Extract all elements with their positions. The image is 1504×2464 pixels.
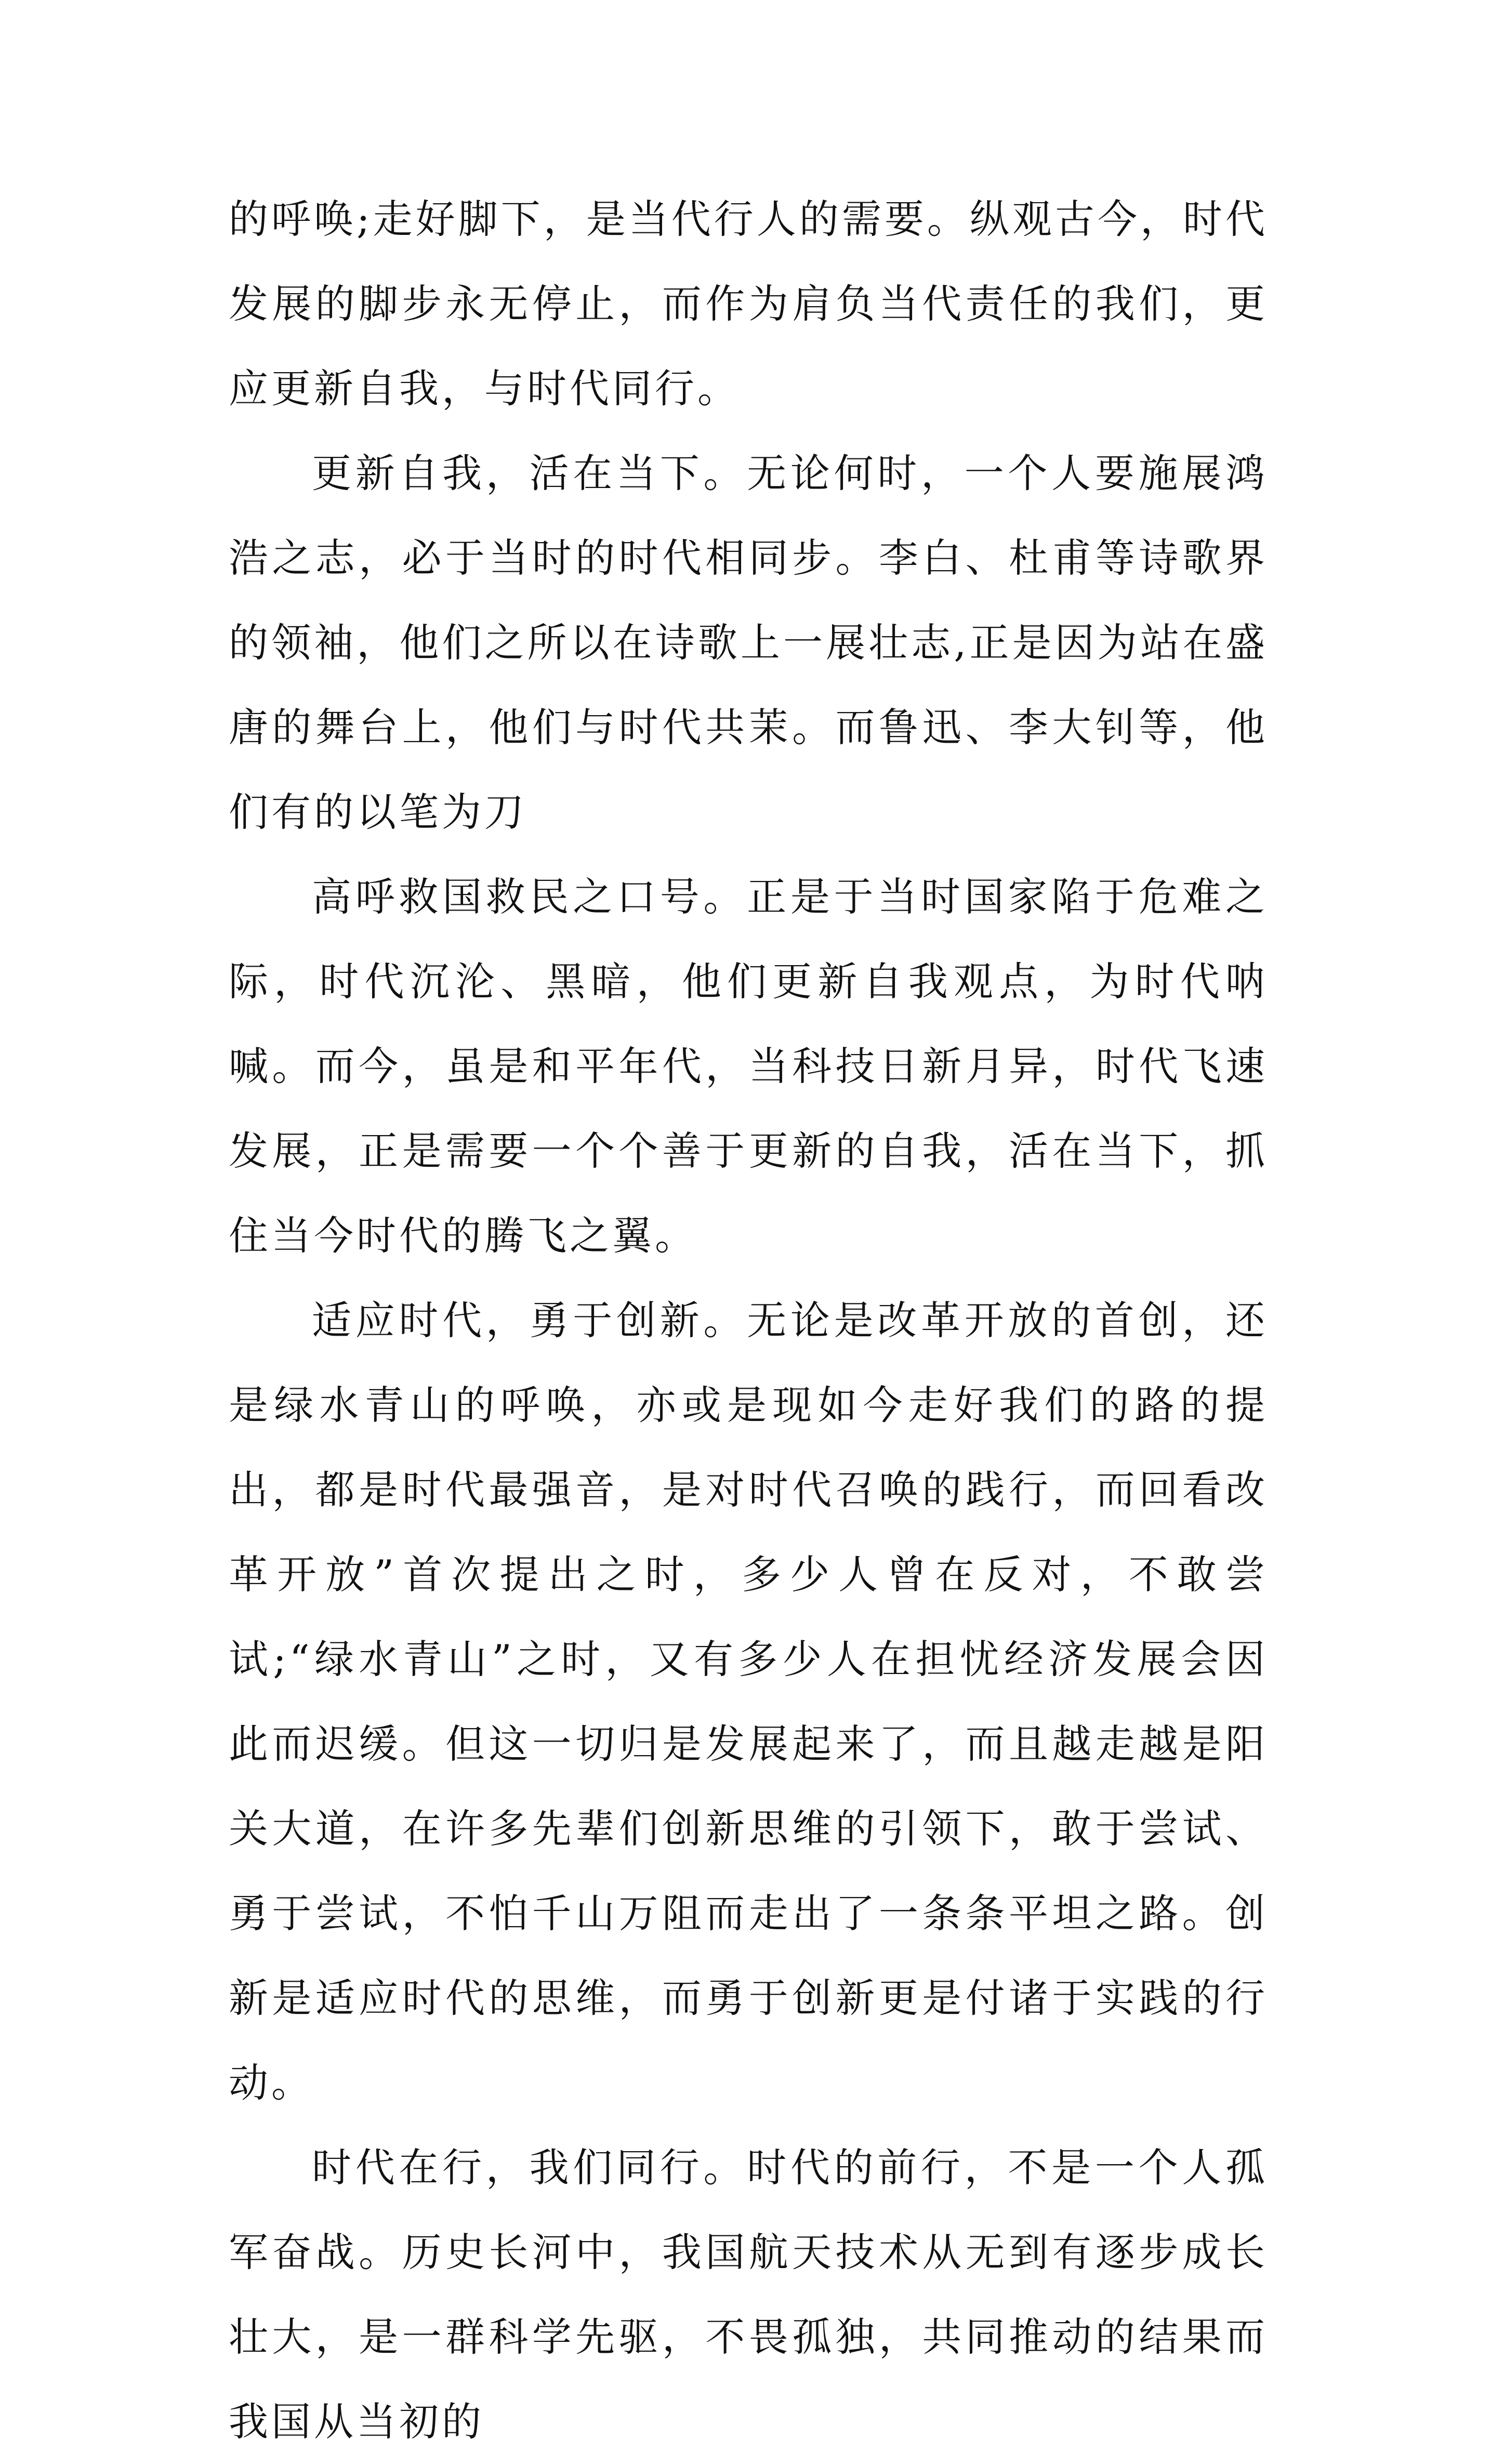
document-body <box>229 177 1268 2464</box>
paragraph: 适应时代，勇于创新。无论是改革开放的首创，还是绿水青山的呼唤，亦或是现如今走好我们的路的提出，都是时代最强音，是对时代召唤的践行，而回看改革开放”首次提出之时，多少人曾在反对，不敢尝试;“绿水青山”之时，又有多少人在担忧经济发展会因此而迟缓。但这一切归是发展起来了，而且越走越是阳关大道，在许多先辈们创新思维的引领下，敢于尝试、勇于尝试，不怕千山万阻而走出了一条条平坦之路。创新是适应时代的思维，而勇于创新更是付诸于实践的行动。 <box>229 1297 1268 2106</box>
paragraph: 时代在行，我们同行。时代的前行，不是一个人孤军奋战。历史长河中，我国航天技术从无到有逐步成长壮大，是一群科学先驱，不畏孤独，共同推动的结果而我国从当初的 <box>229 2144 1268 2445</box>
paragraph: 的呼唤;走好脚下，是当代行人的需要。纵观古今，时代发展的脚步永无停止，而作为肩负当代责任的我们，更应更新自我，与时代同行。 <box>229 196 1268 412</box>
paragraph: 更新自我，活在当下。无论何时，一个人要施展鸿浩之志，必于当时的时代相同步。李白、杜甫等诗歌界的领袖，他们之所以在诗歌上一展壮志,正是因为站在盛唐的舞台上，他们与时代共茉。而鲁迅、李大钊等，他们有的以笔为刀 <box>229 450 1268 835</box>
paragraph: 高呼救国救民之口号。正是于当时国家陷于危难之际，时代沉沦、黑暗，他们更新自我观点，为时代呐喊。而今，虽是和平年代，当科技日新月异，时代飞速发展，正是需要一个个善于更新的自我，活在当下，抓住当今时代的腾飞之翼。 <box>229 874 1268 1259</box>
